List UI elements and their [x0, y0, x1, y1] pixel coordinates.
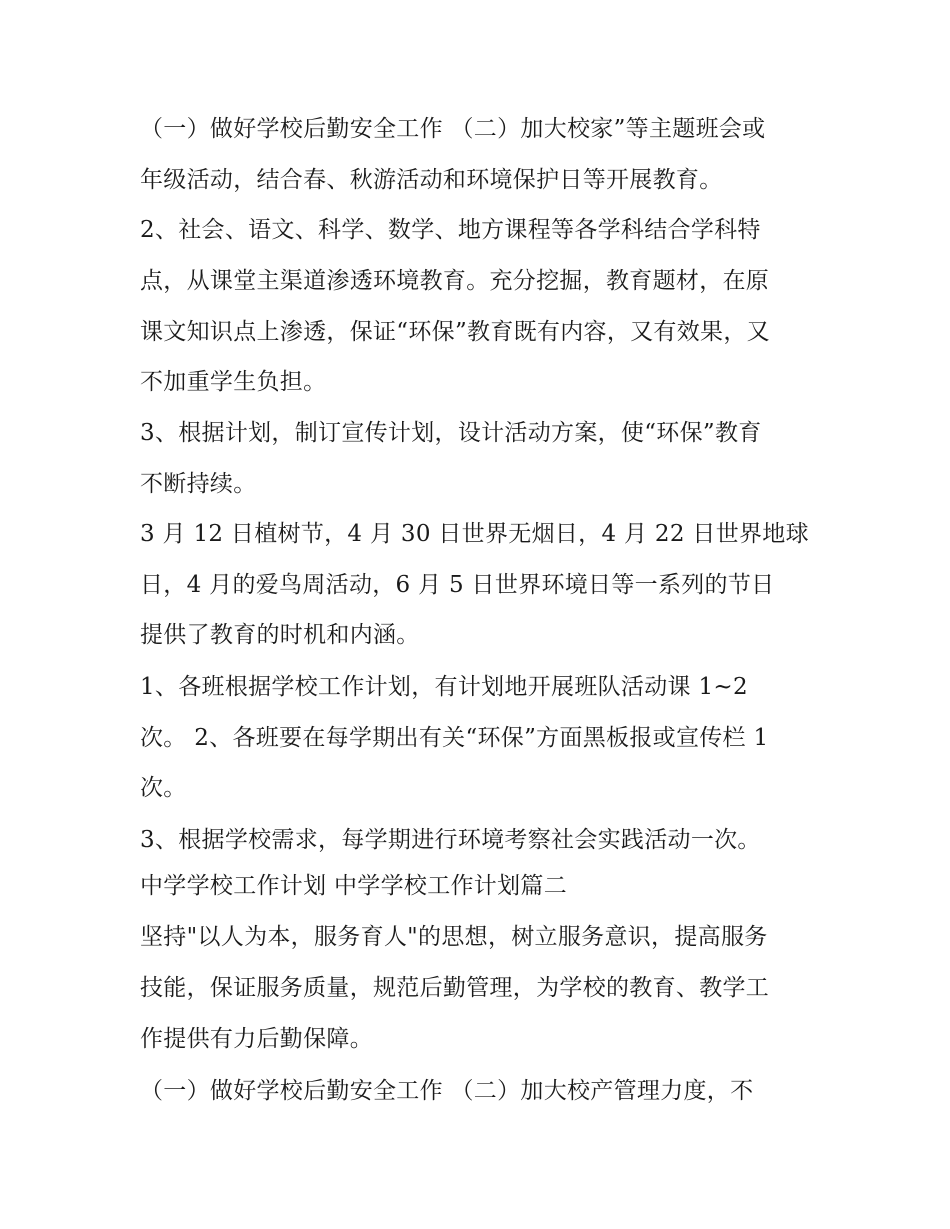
text-line: 不加重学生负担。 — [140, 369, 327, 395]
text-line: 次。 — [140, 775, 187, 801]
text-line: 课文知识点上渗透，保证“环保”教育既有内容，又有效果，又 — [140, 319, 770, 345]
text-line: 点，从课堂主渠道渗透环境教育。充分挖掘，教育题材，在原 — [140, 268, 770, 294]
text-line: 3、根据学校需求，每学期进行环境考察社会实践活动一次。 — [140, 827, 761, 853]
section-heading: 中学学校工作计划 中学学校工作计划篇二 — [140, 873, 568, 899]
text-line: （一）做好学校后勤安全工作 （二）加大校家”等主题班会或 — [140, 116, 766, 142]
text-line: 日，4 月的爱鸟周活动，6 月 5 日世界环境日等一系列的节日 — [140, 572, 775, 598]
text-line: 年级活动，结合春、秋游活动和环境保护日等开展教育。 — [140, 167, 723, 193]
text-line: 技能，保证服务质量，规范后勤管理，为学校的教育、教学工 — [140, 975, 770, 1001]
text-line: 1、各班根据学校工作计划，有计划地开展班队活动课 1~2 — [140, 674, 748, 700]
text-line: 作提供有力后勤保障。 — [140, 1026, 373, 1052]
text-line: 3 月 12 日植树节，4 月 30 日世界无烟日，4 月 22 日世界地球 — [140, 521, 809, 547]
text-line: 3、根据计划，制订宣传计划，设计活动方案，使“环保”教育 — [140, 420, 762, 446]
text-line: 坚持"以人为本，服务育人"的思想，树立服务意识，提高服务 — [140, 924, 768, 950]
text-line: （一）做好学校后勤安全工作 （二）加大校产管理力度，不 — [140, 1078, 754, 1104]
text-line: 2、社会、语文、科学、数学、地方课程等各学科结合学科特 — [140, 217, 761, 243]
text-line: 次。 2、各班要在每学期出有关“环保”方面黑板报或宣传栏 1 — [140, 725, 769, 751]
text-line: 不断持续。 — [140, 471, 257, 497]
text-line: 提供了教育的时机和内涵。 — [140, 622, 420, 648]
